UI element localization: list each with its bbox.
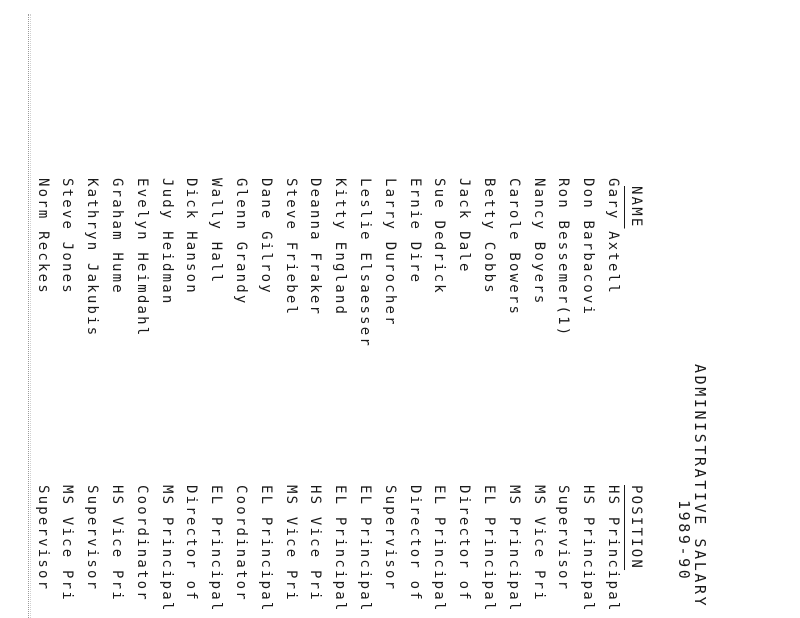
row-name: Dick Hanson	[183, 178, 199, 295]
row-position: HS Vice Pri	[109, 485, 125, 602]
row-name: Carole Bowers	[506, 178, 522, 317]
row-position: MS Vice Pri	[283, 485, 299, 602]
row-name: Gary Axtell	[605, 178, 621, 295]
row-name: Ernie Dire	[407, 178, 423, 285]
row-position: HS Vice Pri	[307, 485, 323, 602]
scan-edge-line-faint	[30, 14, 31, 618]
row-name: Wally Hall	[208, 178, 224, 285]
row-name: Steve Friebel	[283, 178, 299, 317]
row-position: Coordinator	[233, 485, 249, 602]
row-name: Graham Hume	[109, 178, 125, 295]
row-name: Evelyn Heimdahl	[134, 178, 150, 338]
row-position: MS Principal	[506, 485, 522, 613]
position-column-header: POSITION	[628, 485, 644, 571]
row-name: Norm Reckes	[35, 178, 51, 295]
row-position: EL Principal	[208, 485, 224, 613]
row-position: EL Principal	[481, 485, 497, 613]
row-name: Steve Jones	[59, 178, 75, 295]
row-name: Don Barbacovi	[580, 178, 596, 317]
row-name: Ron Bessemer(1)	[555, 178, 571, 338]
document-subtitle: 1989-90	[675, 500, 693, 582]
scan-edge-line	[28, 14, 29, 618]
row-position: EL Principal	[357, 485, 373, 613]
row-position: MS Vice Pri	[59, 485, 75, 602]
row-position: Director of	[407, 485, 423, 602]
row-name: Larry Durocher	[382, 178, 398, 327]
row-position: Supervisor	[35, 485, 51, 592]
row-position: Supervisor	[84, 485, 100, 592]
row-position: EL Principal	[332, 485, 348, 613]
row-name: Betty Cobbs	[481, 178, 497, 295]
row-name: Judy Heidman	[159, 178, 175, 306]
row-position: EL Principal	[258, 485, 274, 613]
row-name: Glenn Grandy	[233, 178, 249, 306]
row-name: Kitty England	[332, 178, 348, 317]
row-position: HS Principal	[605, 485, 621, 613]
row-position: Supervisor	[382, 485, 398, 592]
row-name: Deanna Fraker	[307, 178, 323, 317]
row-position: EL Principal	[431, 485, 447, 613]
row-position: HS Principal	[580, 485, 596, 613]
name-column-header: NAME	[628, 186, 644, 229]
row-position: MS Principal	[159, 485, 175, 613]
row-position: Director of	[183, 485, 199, 602]
row-name: Nancy Boyers	[531, 178, 547, 306]
row-position: Coordinator	[134, 485, 150, 602]
row-name: Leslie Elsaesser	[357, 178, 373, 349]
row-name: Kathryn Jakubis	[84, 178, 100, 338]
row-name: Dane Gilroy	[258, 178, 274, 295]
row-position: Supervisor	[555, 485, 571, 592]
row-position: Director of	[456, 485, 472, 602]
row-name: Jack Dale	[456, 178, 472, 274]
row-name: Sue Dedrick	[431, 178, 447, 295]
document-title: ADMINISTRATIVE SALARY	[691, 364, 709, 609]
row-position: MS Vice Pri	[531, 485, 547, 602]
